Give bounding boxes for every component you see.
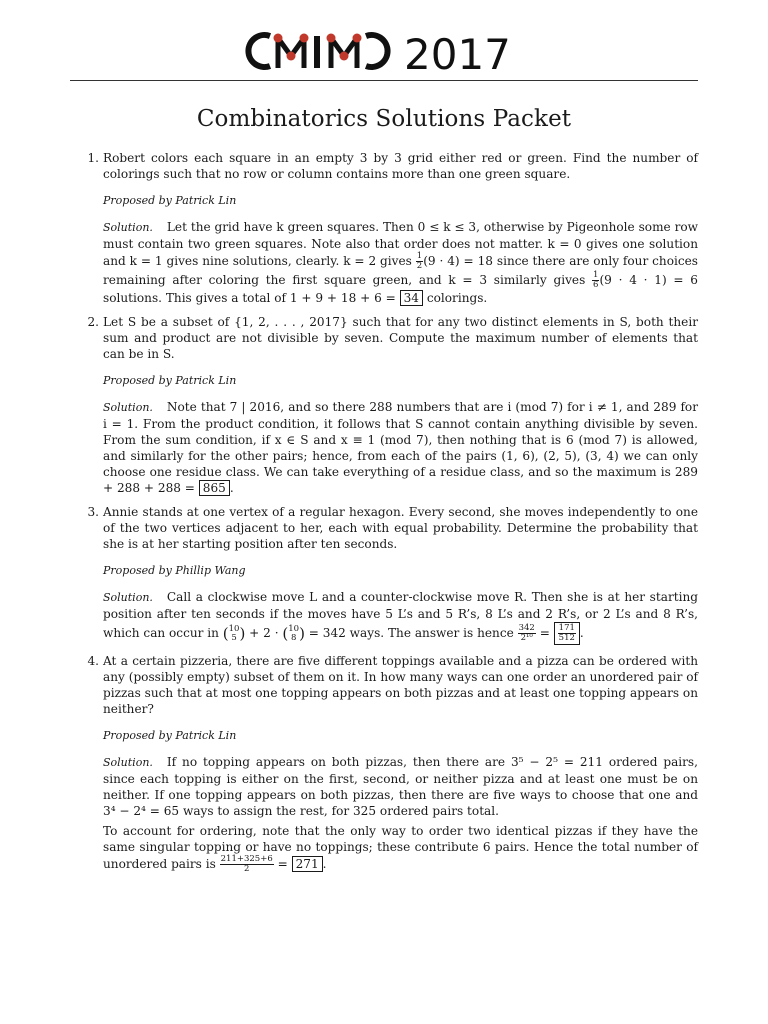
page-title: Combinatorics Solutions Packet (196, 106, 572, 132)
solution-text: (9 · 4) = 18 since there are only four choices remaining after coloring the first square green, and k = 3 similarly gives (103, 254, 698, 287)
binomial-top: 10 (228, 623, 240, 634)
solution-text: Let the grid have k green squares. Then 0 ≤ k ≤ 3, otherwise by Pigeonhole some row must contain two green squares. Note also that order does not matter. k = 0 gives one solution and k = 1 gives nine solutions, clearly. k = 2 gives (103, 220, 698, 268)
binomial-bottom: 8 (290, 632, 297, 643)
right-paren: ) (239, 624, 246, 643)
problem-number: 2. (87, 315, 99, 329)
solution-text: (9 · 4 · 1) = 6 solutions. This gives a total of 1 + 9 + 18 + 6 = (103, 273, 698, 305)
solution-text: To account for ordering, note that the only way to order two identical pizzas if they have the same singular topping or have no toppings; these contribute 6 pairs. Hence the total number of unordered pairs is (103, 824, 698, 871)
solutions-list (83, 150, 698, 874)
fraction-numerator: 342 (518, 623, 535, 633)
fraction-denominator: 512 (558, 633, 575, 643)
header-rule (70, 80, 698, 81)
binomial-top: 10 (288, 623, 300, 634)
fraction-numerator: 211+325+6 (220, 854, 273, 864)
fraction-denominator: 2 (416, 261, 423, 271)
cmimc-logo (236, 28, 536, 74)
solution-text: . (229, 481, 234, 495)
right-paren: ) (299, 624, 305, 643)
problem-statement: Let S be a subset of {1, 2, . . . , 2017} such that for any two distinct elements in S, both their sum and product are not divisible by seven. Compute the maximum number of elements that can be in S. (103, 315, 698, 361)
solution (103, 589, 698, 645)
left-paren: ( (222, 624, 229, 643)
proposer: Proposed by Patrick Lin (103, 194, 237, 207)
solution-label: Solution. (103, 756, 153, 769)
problem-number: 1. (87, 151, 99, 165)
fraction-numerator: 1 (593, 270, 599, 280)
solution (103, 399, 698, 496)
problem-statement: Annie stands at one vertex of a regular hexagon. Every second, she moves independently to one of the two vertices adjacent to her, each with equal probability. Determine the probability that she is at her starting position after ten seconds. (103, 505, 698, 551)
binomial-bottom: 5 (231, 632, 237, 643)
binomial (288, 625, 299, 643)
problem-4 (83, 653, 698, 874)
proposer: Proposed by Patrick Lin (103, 374, 237, 387)
problem-number: 4. (87, 654, 99, 668)
proposer: Proposed by Phillip Wang (103, 564, 246, 577)
fraction (558, 624, 576, 643)
problem-statement: Robert colors each square in an empty 3 by 3 grid either red or green. Find the number of colorings such that no row or column contains more than one green square. (103, 151, 698, 181)
problem-statement: At a certain pizzeria, there are five different toppings available and a pizza can be ordered with any (possibly empty) subset of them on it. In how many ways can one order an unordered pair of pizzas such that at most one topping appears on both pizzas and at least one topping appears on neither? (103, 654, 698, 716)
boxed-answer: 865 (199, 480, 230, 496)
boxed-answer: 34 (400, 290, 423, 306)
header (70, 28, 698, 80)
svg-text:2017: 2017 (404, 30, 511, 74)
solution-label: Solution. (103, 591, 153, 604)
solution-text: Call a clockwise move L and a counter-clockwise move R. Then she is at her starting position after ten seconds if the moves have 5 L’s and 5 R’s, 8 L’s and 2 R’s, or 2 L’s and 8 R’s, which can occur in (103, 590, 698, 640)
solution-text: If no topping appears on both pizzas, then there are 3⁵ − 2⁵ = 211 ordered pairs, since each topping is either on the first, second, or neither pizza and at least one must be on neither. If one topping appears on both pizzas, then there are five ways to choose that one and 3⁴ − 2⁴ = 65 ways to assign the rest, for 325 ordered pairs total. (103, 755, 698, 818)
solution-text: colorings. (423, 291, 488, 305)
solution-text: = (273, 857, 292, 871)
boxed-answer: 271 (292, 856, 323, 872)
solution-text: . (579, 626, 584, 640)
left-paren: ( (282, 624, 289, 643)
fraction (518, 624, 536, 643)
fraction-denominator: 2¹⁰ (520, 633, 533, 643)
solution (103, 219, 698, 306)
problem-1 (83, 150, 698, 306)
binomial (229, 625, 240, 643)
fraction-denominator: 6 (593, 280, 599, 290)
fraction-numerator: 171 (558, 623, 575, 633)
solution-text: . (322, 857, 327, 871)
solution-text: = 342 ways. The answer is hence (304, 626, 518, 640)
problem-2 (83, 314, 698, 496)
fraction (220, 855, 274, 874)
solution-label: Solution. (103, 221, 153, 234)
solution-label: Solution. (103, 401, 153, 414)
proposer: Proposed by Patrick Lin (103, 729, 237, 742)
solution-text: Note that 7 | 2016, and so there 288 numbers that are i (mod 7) for i ≠ 1, and 289 for i = 1. From the product condition, it follows that S cannot contain anything divisible by seven. From the sum condition, if x ∈ S and x ≡ 1 (mod 7), then nothing that is 6 (mod 7) is allowed, and similarly for the other pairs; hence, from each of the pairs (1, 6), (2, 5), (3, 4) we can only choose one residue class. We can take everything of a residue class, and so the maximum is 289 + 288 + 288 = (103, 400, 698, 495)
solution (103, 754, 698, 819)
boxed-answer (554, 622, 580, 645)
fraction-numerator: 1 (416, 251, 423, 261)
solution-text: + 2 · (245, 626, 283, 640)
solution-continued (103, 823, 698, 874)
fraction-denominator: 2 (243, 864, 250, 874)
problem-number: 3. (87, 505, 99, 519)
solution-text: = (535, 626, 554, 640)
problem-3 (83, 504, 698, 645)
